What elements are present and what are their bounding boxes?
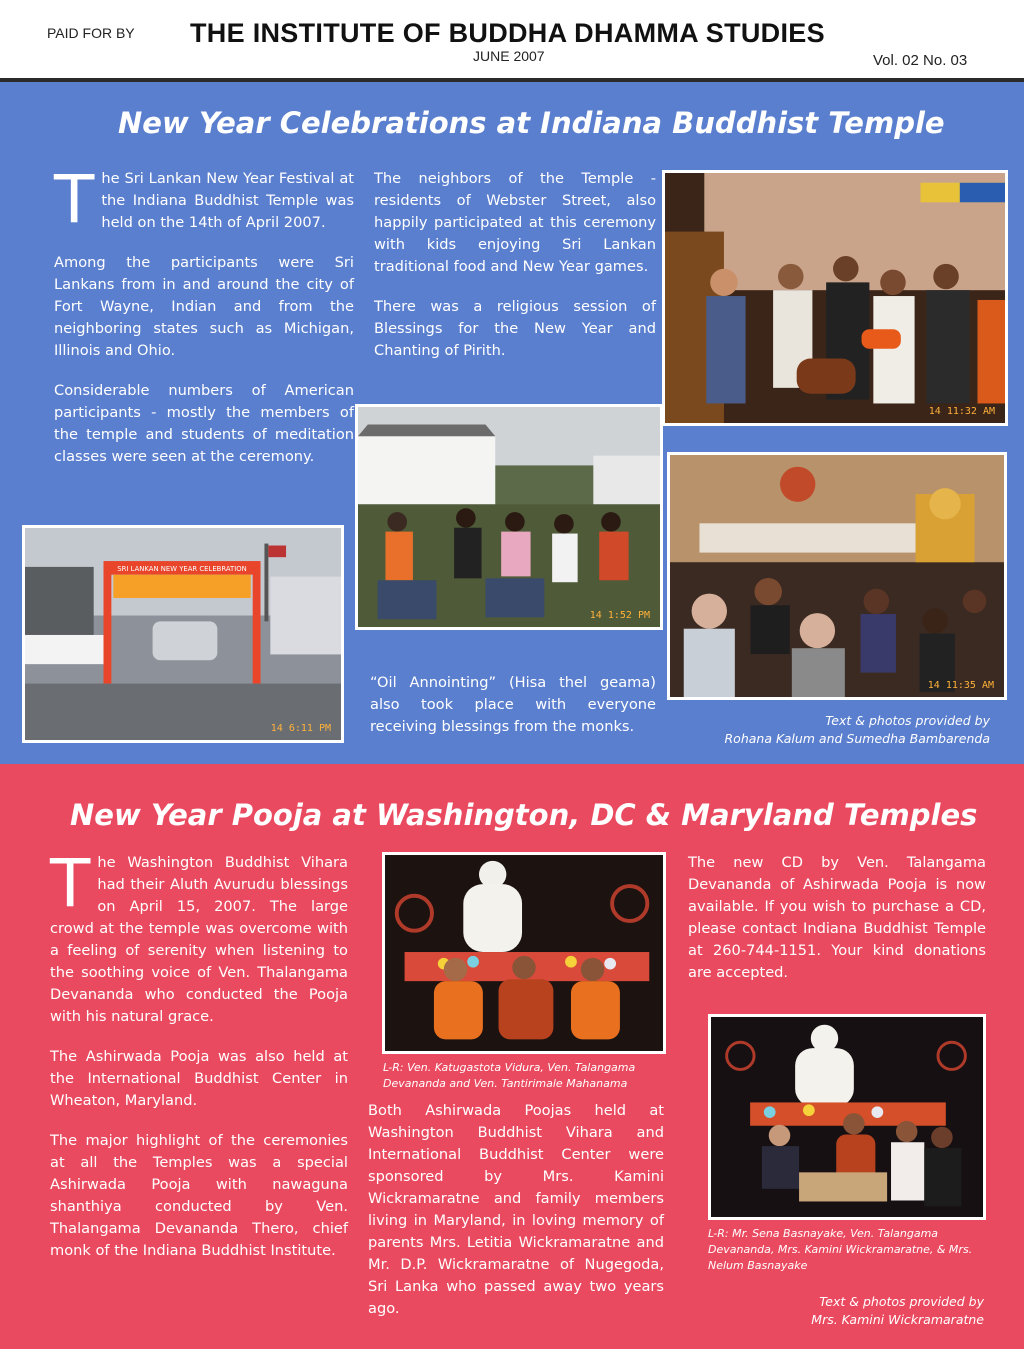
article-2-credit	[700, 1293, 984, 1329]
article-1-para-3: Considerable numbers of American participants - mostly the members of the temple and students of meditation classes were seen at the ceremony.	[54, 382, 354, 465]
paid-for-by-label: PAID FOR BY	[47, 25, 135, 41]
article-1-column-1	[54, 161, 354, 486]
three-monks-image	[385, 855, 663, 1051]
shrine-audience-image	[670, 455, 1004, 697]
photo-caption-sponsors: L-R: Mr. Sena Basnayake, Ven. Talangama Devananda, Mrs. Kamini Wickramaratne, & Mrs. Nelum Basnayake	[708, 1227, 973, 1272]
masthead-header	[0, 0, 1024, 80]
photo-temple-gate	[22, 525, 344, 743]
photo-shrine-audience	[667, 452, 1007, 700]
issue-date: JUNE 2007	[473, 48, 545, 64]
article-2-credit-line-1: Text & photos provided by	[819, 1294, 984, 1309]
article-2-para-4: Both Ashirwada Poojas held at Washington Buddhist Vihara and International Buddhist Center were sponsored by Mrs. Kamini Wickramaratne and family members living in Maryland, in loving memory of parents Mrs. Letitia Wickramaratne and Mr. D.P. Wickramaratne of Nugegoda, Sri Lanka who passed away two years ago.	[368, 1102, 664, 1317]
article-1-credit-line-1: Text & photos provided by	[825, 713, 990, 728]
article-1-credit-line-2: Rohana Kalum and Sumedha Bambarenda	[724, 731, 990, 746]
article-1-column-2	[374, 168, 656, 380]
article-1-para-1: The Sri Lankan New Year Festival at the Indiana Buddhist Temple was held on the 14th of April 2007.	[54, 161, 354, 238]
shrine-timestamp: 14 11:35 AM	[927, 680, 994, 691]
photo-outdoor-gathering	[355, 404, 663, 630]
gate-banner-text: SRI LANKAN NEW YEAR CELEBRATION	[117, 564, 247, 573]
article-1-para-2: Among the participants were Sri Lankans from in and around the city of Fort Wayne, Indian and from the neighboring states such as Michigan, Illinois and Ohio.	[54, 254, 354, 359]
photo-caption-monks: L-R: Ven. Katugastota Vidura, Ven. Talangama Devananda and Ven. Tantirimale Mahanama	[383, 1061, 636, 1090]
outdoor-gathering-image	[358, 407, 660, 627]
sponsors-image	[711, 1017, 983, 1217]
temple-gate-image	[25, 528, 341, 740]
article-2-column-1	[50, 845, 348, 1280]
article-2-column-2	[368, 1100, 664, 1338]
article-1-para-6: “Oil Annointing” (Hisa thel geama) also took place with everyone receiving blessings from the monks.	[370, 674, 656, 735]
issue-volume: Vol. 02 No. 03	[873, 52, 968, 69]
article-1-credit	[700, 712, 990, 748]
article-2-para-2: The Ashirwada Pooja was also held at the International Buddhist Center in Wheaton, Maryland.	[50, 1048, 348, 1109]
article-1-para-5: There was a religious session of Blessings for the New Year and Chanting of Pirith.	[374, 298, 656, 359]
article-1-oil-anointing	[370, 672, 656, 738]
article-2-dropcap: T	[50, 845, 91, 922]
article-2-para-1: The Washington Buddhist Vihara had their Aluth Avurudu blessings on April 15, 2007. The large crowd at the temple was overcome with a feeling of serenity when listening to the soothing voice of Ven. Thalangama Devananda who conducted the Pooja with his natural grace.	[50, 845, 348, 1025]
photo-sponsors	[708, 1014, 986, 1220]
article-1-title: New Year Celebrations at Indiana Buddhist Temple	[118, 106, 945, 140]
gate-timestamp: 14 6:11 PM	[270, 723, 331, 734]
article-1-dropcap: T	[54, 161, 95, 238]
gathering-timestamp: 14 1:52 PM	[589, 610, 650, 621]
article-2-column-3	[688, 852, 986, 1002]
article-2-para-3: The major highlight of the ceremonies at all the Temples was a special Ashirwada Pooja with nawaguna shanthiya conducted by Ven. Thalangama Devananda Thero, chief monk of the Indiana Buddhist Institute.	[50, 1132, 348, 1259]
photo-drummers	[662, 170, 1008, 426]
article-2-title: New Year Pooja at Washington, DC & Maryland Temples	[70, 798, 978, 832]
article-2-para-5: The new CD by Ven. Talangama Devananda of Ashirwada Pooja is now available. If you wish to purchase a CD, please contact Indiana Buddhist Temple at 260-744-1151. Your kind donations are accepted.	[688, 854, 986, 981]
article-1-para-4: The neighbors of the Temple - residents of Webster Street, also happily participated at this ceremony with kids enjoying Sri Lankan traditional food and New Year games.	[374, 170, 656, 275]
drummers-image	[665, 173, 1005, 423]
publisher-title: THE INSTITUTE OF BUDDHA DHAMMA STUDIES	[190, 18, 825, 48]
photo-three-monks	[382, 852, 666, 1054]
article-2-credit-line-2: Mrs. Kamini Wickramaratne	[811, 1312, 984, 1327]
drummers-timestamp: 14 11:32 AM	[928, 406, 995, 417]
